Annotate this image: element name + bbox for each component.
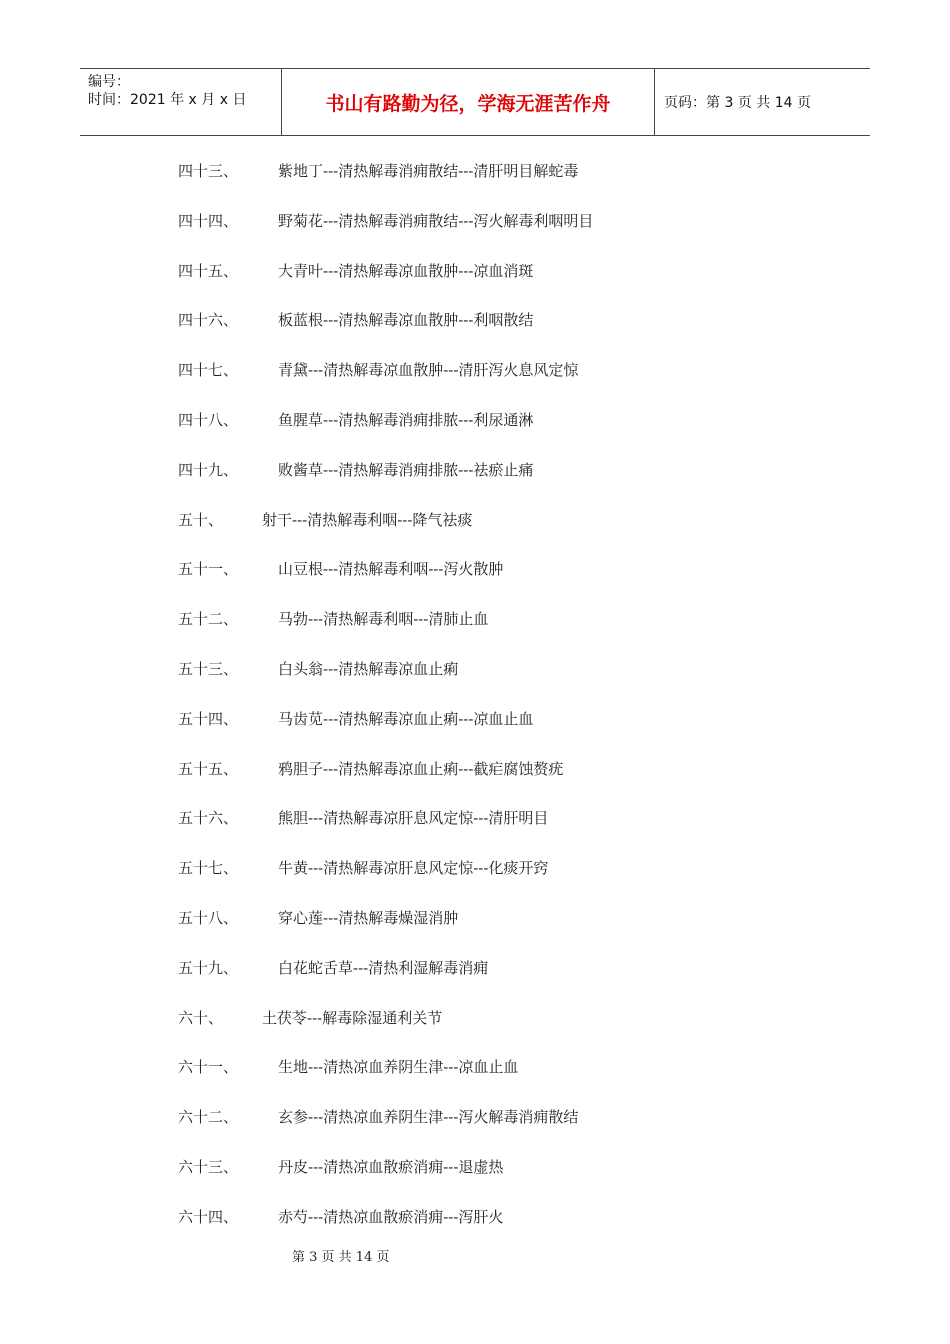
entry-number: 五十八、: [178, 909, 239, 927]
entry-text: 板蓝根---清热解毒凉血散肿---利咽散结: [278, 311, 534, 329]
number-label: 编号：: [88, 74, 130, 90]
entry-text: 玄参---清热凉血养阴生津---泻火解毒消痈散结: [278, 1108, 579, 1126]
entry-number: 五十六、: [178, 809, 239, 827]
entry-text: 白花蛇舌草---清热利湿解毒消痈: [278, 959, 489, 977]
entry-text: 紫地丁---清热解毒消痈散结---清肝明目解蛇毒: [278, 162, 579, 180]
entry-number: 五十七、: [178, 859, 239, 877]
entry-text: 山豆根---清热解毒利咽---泻火散肿: [278, 560, 504, 578]
entry-number: 六十三、: [178, 1158, 239, 1176]
entry-number: 五十五、: [178, 760, 239, 778]
entry-number: 五十一、: [178, 560, 239, 578]
page-footer: 第 3 页 共 14 页: [292, 1250, 390, 1265]
entry-number: 六十一、: [178, 1058, 239, 1076]
entry-number: 五十九、: [178, 959, 239, 977]
entry-text: 大青叶---清热解毒凉血散肿---凉血消斑: [278, 262, 534, 280]
header-page-info: 页码：第 3 页 共 14 页: [664, 95, 811, 111]
entry-number: 四十七、: [178, 361, 239, 379]
entry-text: 鱼腥草---清热解毒消痈排脓---利尿通淋: [278, 411, 534, 429]
entry-text: 穿心莲---清热解毒燥湿消肿: [278, 909, 459, 927]
entry-text: 败酱草---清热解毒消痈排脓---祛瘀止痛: [278, 461, 534, 479]
entry-number: 六十、: [178, 1009, 224, 1027]
entry-text: 赤芍---清热凉血散瘀消痈---泻肝火: [278, 1208, 504, 1226]
entry-text: 鸦胆子---清热解毒凉血止痢---截疟腐蚀赘疣: [278, 760, 564, 778]
entry-number: 四十五、: [178, 262, 239, 280]
entry-number: 六十四、: [178, 1208, 239, 1226]
entry-number: 四十四、: [178, 212, 239, 230]
entry-number: 四十六、: [178, 311, 239, 329]
entry-number: 四十八、: [178, 411, 239, 429]
entry-text: 马勃---清热解毒利咽---清肺止血: [278, 610, 489, 628]
entry-text: 青黛---清热解毒凉血散肿---清肝泻火息风定惊: [278, 361, 579, 379]
entry-text: 马齿苋---清热解毒凉血止痢---凉血止血: [278, 710, 534, 728]
time-label: 时间：2021 年 x 月 x 日: [88, 92, 247, 108]
entry-text: 牛黄---清热解毒凉肝息风定惊---化痰开窍: [278, 859, 549, 877]
entry-number: 四十九、: [178, 461, 239, 479]
header-motto: 书山有路勤为径，学海无涯苦作舟: [325, 92, 611, 115]
entry-text: 射干---清热解毒利咽---降气祛痰: [262, 511, 473, 529]
entry-text: 丹皮---清热凉血散瘀消痈---退虚热: [278, 1158, 504, 1176]
header-meta: [88, 73, 246, 109]
entry-text: 土茯苓---解毒除湿通利关节: [262, 1009, 443, 1027]
entry-number: 五十、: [178, 511, 224, 529]
entry-number: 五十二、: [178, 610, 239, 628]
entry-text: 生地---清热凉血养阴生津---凉血止血: [278, 1058, 519, 1076]
entry-number: 五十四、: [178, 710, 239, 728]
header-divider-right: [654, 69, 655, 135]
entry-number: 六十二、: [178, 1108, 239, 1126]
entry-number: 五十三、: [178, 660, 239, 678]
entry-text: 野菊花---清热解毒消痈散结---泻火解毒利咽明目: [278, 212, 594, 230]
entry-text: 白头翁---清热解毒凉血止痢: [278, 660, 459, 678]
entry-number: 四十三、: [178, 162, 239, 180]
page-header: [80, 68, 870, 136]
entry-text: 熊胆---清热解毒凉肝息风定惊---清肝明目: [278, 809, 549, 827]
